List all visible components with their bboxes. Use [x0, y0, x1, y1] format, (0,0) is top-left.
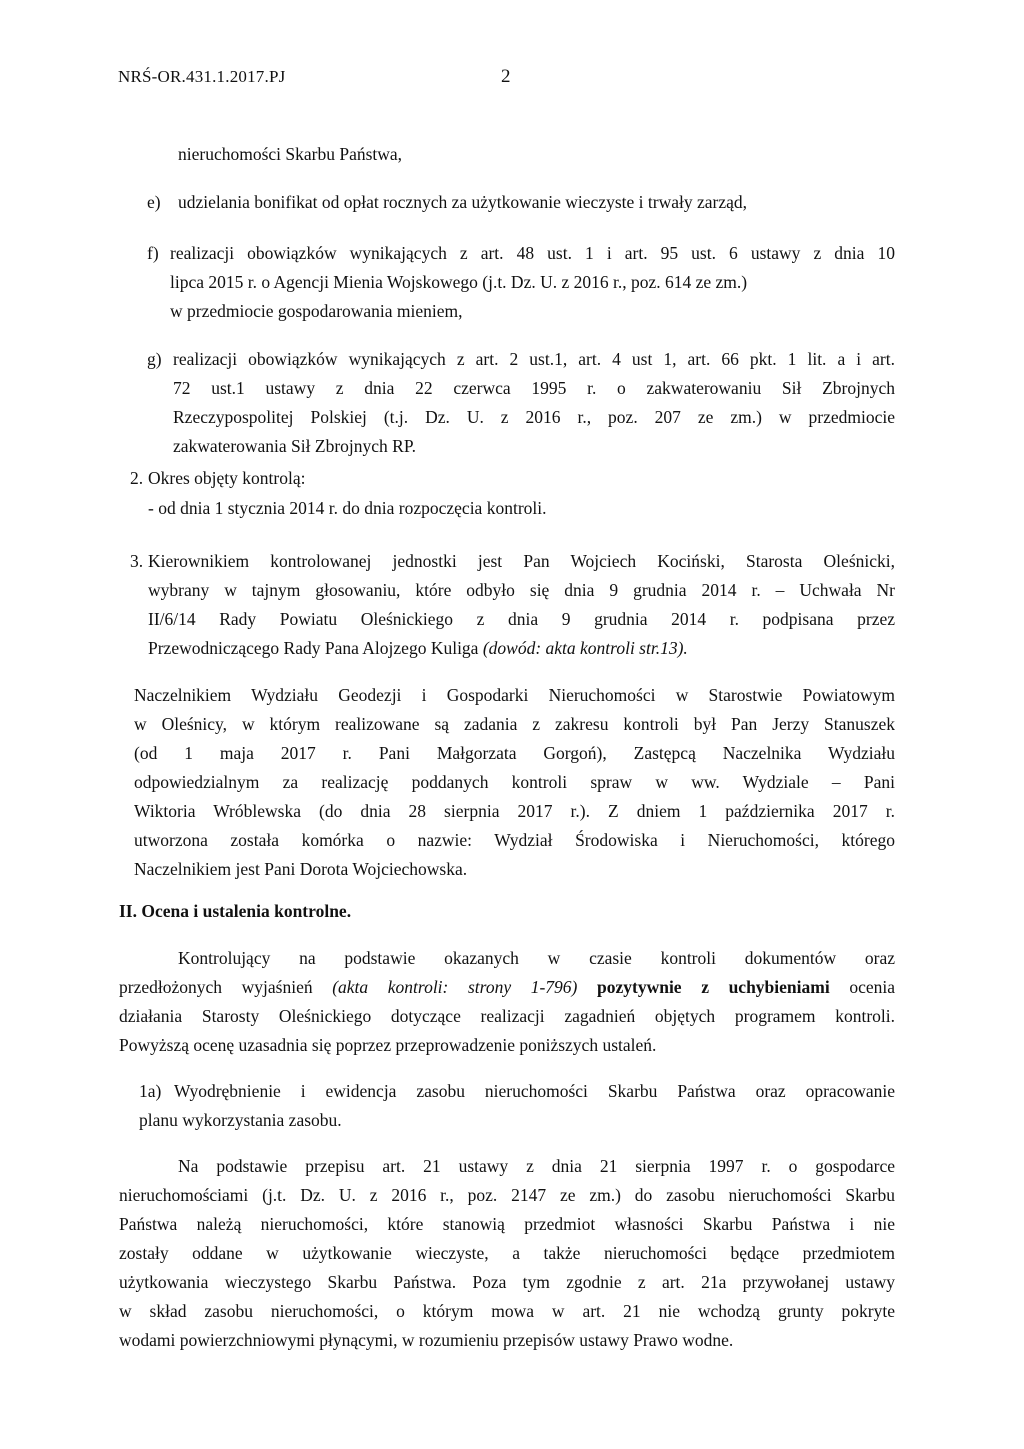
section-3-line3: II/6/14 Rady Powiatu Oleśnickiego z dnia 9 grudnia 2014 r. podpisana przez	[148, 609, 895, 629]
section-II-heading: II. Ocena i ustalenia kontrolne.	[119, 901, 352, 921]
list-item-g-line4: zakwaterowania Sił Zbrojnych RP.	[173, 436, 417, 456]
section-3-line1: Kierownikiem kontrolowanej jednostki jest Pan Wojciech Kociński, Starosta Oleśnicki,	[148, 551, 895, 571]
list-item-f-line2: lipca 2015 r. o Agencji Mienia Wojskowego (j.t. Dz. U. z 2016 r., poz. 614 ze zm.)	[170, 272, 748, 292]
section-2-number: 2.	[130, 468, 144, 488]
list-item-e-text: udzielania bonifikat od opłat rocznych za użytkowanie wieczyste i trwały zarząd,	[178, 192, 747, 212]
para-2-line5: Wiktoria Wróblewska (do dnia 28 sierpnia 2017 r.). Z dniem 1 października 2017 r.	[134, 801, 895, 821]
section-II-line3: działania Starosty Oleśnickiego dotyczące realizacji zagadnień objętych programem kontroli.	[119, 1006, 895, 1026]
section-II-line1: Kontrolujący na podstawie okazanych w czasie kontroli dokumentów oraz	[178, 948, 895, 968]
subsection-1a-label: 1a)	[139, 1081, 162, 1101]
section-3-line4	[148, 634, 688, 663]
list-item-g-label: g)	[147, 349, 162, 369]
para-2-line2: w Oleśnicy, w którym realizowane są zadania z zakresu kontroli był Pan Jerzy Stanuszek	[134, 714, 895, 734]
list-item-f-line1: realizacji obowiązków wynikających z art. 48 ust. 1 i art. 95 ust. 6 ustawy z dnia 10	[170, 243, 895, 263]
para-1a-line1: Na podstawie przepisu art. 21 ustawy z dnia 21 sierpnia 1997 r. o gospodarce	[178, 1156, 895, 1176]
list-item-f-line3: w przedmiocie gospodarowania mieniem,	[170, 301, 463, 321]
section-2-period: - od dnia 1 stycznia 2014 r. do dnia rozpoczęcia kontroli.	[148, 498, 547, 518]
list-continuation: nieruchomości Skarbu Państwa,	[178, 144, 403, 164]
para-1a-line7: wodami powierzchniowymi płynącymi, w rozumieniu przepisów ustawy Prawo wodne.	[119, 1330, 734, 1350]
section-II-line2-tail: ocenia	[829, 977, 896, 997]
list-item-f-label: f)	[147, 243, 159, 263]
para-2-line7: Naczelnikiem jest Pani Dorota Wojciechowska.	[134, 859, 468, 879]
para-1a-line5: użytkowania wieczystego Skarbu Państwa. Poza tym zgodnie z art. 21a przywołanej ustawy	[119, 1272, 895, 1292]
section-2-title: Okres objęty kontrolą:	[148, 468, 306, 488]
para-1a-line4: zostały oddane w użytkowanie wieczyste, a także nieruchomości będące przedmiotem	[119, 1243, 895, 1263]
para-2-line4: odpowiedzialnym za realizację poddanych kontroli spraw w ww. Wydziale – Pani	[134, 772, 895, 792]
section-II-line2-text: przedłożonych wyjaśnień	[119, 977, 333, 997]
section-3-line2: wybrany w tajnym głosowaniu, które odbyło się dnia 9 grudnia 2014 r. – Uchwała Nr	[148, 580, 895, 600]
section-3-number: 3.	[130, 551, 144, 571]
section-II-line2	[119, 973, 895, 1002]
list-item-g-line1: realizacji obowiązków wynikających z art. 2 ust.1, art. 4 ust 1, art. 66 pkt. 1 lit. a i art.	[173, 349, 895, 369]
subsection-1a-title-line1: Wyodrębnienie i ewidencja zasobu nieruchomości Skarbu Państwa oraz opracowanie	[174, 1081, 895, 1101]
para-2-line3: (od 1 maja 2017 r. Pani Małgorzata Gorgoń), Zastępcą Naczelnika Wydziału	[134, 743, 895, 763]
assessment-result: pozytywnie z uchybieniami	[577, 977, 830, 997]
document-number: NRŚ-OR.431.1.2017.PJ	[118, 67, 286, 86]
subsection-1a-title-line2: planu wykorzystania zasobu.	[139, 1110, 342, 1130]
section-II-line4: Powyższą ocenę uzasadnia się poprzez przeprowadzenie poniższych ustaleń.	[119, 1035, 657, 1055]
para-2-line6: utworzona została komórka o nazwie: Wydział Środowiska i Nieruchomości, którego	[134, 830, 895, 850]
evidence-reference: (dowód: akta kontroli str.13).	[482, 638, 688, 658]
list-item-g-line2: 72 ust.1 ustawy z dnia 22 czerwca 1995 r. o zakwaterowaniu Sił Zbrojnych	[173, 378, 895, 398]
para-2-line1: Naczelnikiem Wydziału Geodezji i Gospodarki Nieruchomości w Starostwie Powiatowym	[134, 685, 895, 705]
list-item-e-label: e)	[147, 192, 161, 212]
para-1a-line2: nieruchomościami (j.t. Dz. U. z 2016 r., poz. 2147 ze zm.) do zasobu nieruchomości Skarbu	[119, 1185, 895, 1205]
page-number: 2	[501, 66, 511, 87]
list-item-g-line3: Rzeczypospolitej Polskiej (t.j. Dz. U. z 2016 r., poz. 207 ze zm.) w przedmiocie	[173, 407, 895, 427]
section-3-line4-text: Przewodniczącego Rady Pana Alojzego Kuliga	[148, 638, 483, 658]
para-1a-line6: w skład zasobu nieruchomości, o którym mowa w art. 21 nie wchodzą grunty pokryte	[119, 1301, 895, 1321]
para-1a-line3: Państwa należą nieruchomości, które stanowią przedmiot własności Skarbu Państwa i nie	[119, 1214, 895, 1234]
evidence-pages-reference: (akta kontroli: strony 1-796)	[332, 977, 578, 997]
